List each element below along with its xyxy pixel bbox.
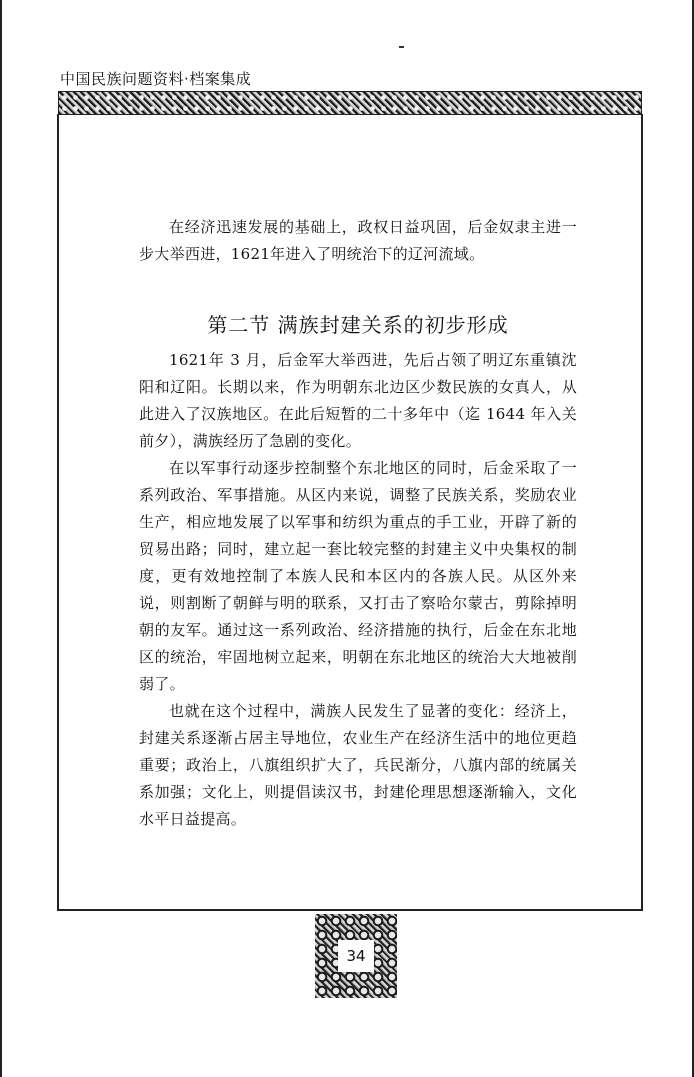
intro-paragraph-block: [139, 214, 577, 268]
body-paragraph: 在以军事行动逐步控制整个东北地区的同时，后金采取了一系列政治、军事措施。从区内来说，调整了民族关系，奖励农业生产，相应地发展了以军事和纺织为重点的手工业，开辟了新的贸易出路；同时，建立起一套比较完整的封建主义中央集权的制度，更有效地控制了本族人民和本区内的各族人民。从区外来说，则割断了朝鲜与明的联系，又打击了察哈尔蒙古，剪除掉明朝的友军。通过这一系列政治、经济措施的执行，后金在东北地区的统治，牢固地树立起来，明朝在东北地区的统治大大地被削弱了。: [139, 459, 577, 693]
body-paragraph: 1621年 3 月，后金军大举西进，先后占领了明辽东重镇沈阳和辽阳。长期以来，作为明朝东北边区少数民族的女真人，从此进入了汉族地区。在此后短暂的二十多年中（迄 1644 年入关前夕），满族经历了急剧的变化。: [139, 351, 577, 450]
page-number-ornament: [315, 914, 397, 998]
page-number: 34: [338, 940, 374, 972]
page-edge-left: [0, 0, 2, 1077]
decorative-border-band: [58, 91, 642, 115]
running-header: 中国民族问题资料·档案集成: [60, 70, 252, 88]
section-title: 第二节 满族封建关系的初步形成: [207, 313, 509, 337]
scan-speck: [399, 46, 404, 48]
section-body: [139, 347, 577, 833]
body-paragraph: 也就在这个过程中，满族人民发生了显著的变化：经济上，封建关系逐渐占居主导地位，农业生产在经济生活中的地位更趋重要；政治上，八旗组织扩大了，兵民渐分，八旗内部的统属关系加强；文化上，则提倡读汉书，封建伦理思想逐渐输入，文化水平日益提高。: [139, 702, 577, 828]
intro-paragraph: 在经济迅速发展的基础上，政权日益巩固，后金奴隶主进一步大举西进，1621年进入了明统治下的辽河流域。: [139, 218, 577, 263]
